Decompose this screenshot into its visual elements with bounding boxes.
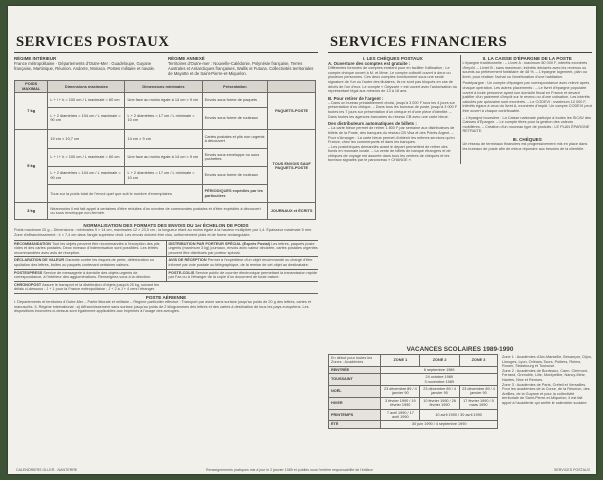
vac-title: VACANCES SCOLAIRES 1989-1990 xyxy=(406,346,514,353)
cell: L + 2 diamètres = 104 cm / L maximale = 90 cm xyxy=(48,107,125,130)
cell: Envois sous enveloppe ou sous pochettes xyxy=(202,148,268,166)
avis-title: AVIS DE RÉCEPTION xyxy=(168,258,207,263)
services-postaux-column xyxy=(12,6,320,474)
vac-cell: 23 décembre 89 / 4 janvier 90 xyxy=(420,386,460,398)
regime-interieur-text: France métropolitaine · Départements d'Outre-Mer : Guadeloupe, Guyane française, Martinique, Réunion. Andorre, Monaco. Postes militaire et navale. xyxy=(14,61,156,72)
chrono-title: CHRONOPOST xyxy=(14,282,42,287)
decl-title: DÉCLARATION DE VALEUR xyxy=(14,258,65,263)
tag-tous-envois: TOUS ENVOIS SAUF PAQUETS-POSTE xyxy=(268,130,316,203)
ccp-c-text2: – Les postchèques demandés avant le départ permettent de retirer des fonds en monnaie locale. – La vente de billets de banque étrangers et de chèques de voyage est assurée dans tous les centres de chèques et les bureaux signalés par le panonceau « CHANGE ». xyxy=(328,144,451,163)
note-total: Tous sur la poids total de l'envoi quel que soit le nombre d'exemplaires xyxy=(48,185,202,203)
ce-text: L'épargne traditionnelle : – Livret A : maximum 80 000 F, intérêts exonérés d'impôt. – Livret B : sans maximum, intérêts déclarés avec les revenus ou soumis au prélèvement forfaitaire de 48 %. – L'épargne logement, plan ou livret, pour réaliser l'achat ou l'amélioration d'une habitation. xyxy=(462,61,588,79)
vac-body xyxy=(326,354,594,429)
weight-3kg: 3 kg xyxy=(15,203,48,220)
vacances-scolaires xyxy=(326,346,594,429)
tariff-row xyxy=(15,203,316,220)
vac-row xyxy=(329,386,498,398)
divider xyxy=(328,52,592,53)
vac-row-label: TOUSSAINT xyxy=(329,374,381,386)
recommandation xyxy=(12,241,166,257)
vac-cell xyxy=(381,374,498,386)
vac-cell: 30 juin 1990 / 4 septembre 1990 xyxy=(381,421,498,428)
vac-cell: 7 avril 1990 / 17 avril 1990 xyxy=(381,409,420,421)
vac-cell: 23 décembre 89 / 4 janvier 90 xyxy=(459,386,497,398)
header-dim-min: Dimensions minimales xyxy=(125,81,202,93)
vac-col-zone1: ZONE 1 xyxy=(381,355,420,367)
decl-text: Garantie contre les risques de perte, détérioration ou spoliation des lettres, boîtes ou paquets contenant certaines valeurs. xyxy=(14,258,154,268)
postexpress xyxy=(12,270,166,281)
cell: L + 2 diamètres = 17 cm / L minimale = 10 cm xyxy=(125,107,202,130)
ccp-c-text: – La carte bleue permet de retirer 1 800 F par semaine aux distributeurs de billets de la Poste, des banques du réseau CB Visa et des Points Argent. – Pour s'Arranger : La carte bleue permet d'obtenir les mêmes services qu'en France, chez les commerçants et dans les banques. xyxy=(328,126,455,145)
vac-row-label: PRINTEMPS xyxy=(329,409,381,421)
vac-table xyxy=(328,354,498,429)
vac-row-label: HIVER xyxy=(329,397,381,409)
cell: Envois sous forme de rouleaux xyxy=(202,166,268,184)
vac-header-row xyxy=(329,355,498,367)
vac-row-label: NOËL xyxy=(329,386,381,398)
aerien-text: I. Départements et territoires d'Outre-Mer – Partie littorale et militaire – Régime particulier effectué : Transport par avion sans surtaxe jusqu'au poids de 20 g des lettres, cartes et manuscrits. II. Régime international : a) Affranchissement sans surtaxe jusqu'au poids de 2 kilogrammes des lettres et des cartes à destination de tous les pays européens. Les dispositions énoncées ci-dessus sont également applicables aux imprimés à l'usage des aveugles. xyxy=(14,300,312,314)
avis-text: Permet à l'expéditeur d'un objet recommandé ou chargé d'être informé par voie postale ou télégraphique, de la remise de cet objet au destinataire. xyxy=(168,258,313,268)
cell: Cartes postales et plis non urgents à découvert xyxy=(202,130,268,148)
financiers-title: SERVICES FINANCIERS xyxy=(330,34,508,50)
tariff-header-row xyxy=(15,81,316,93)
financiers-body xyxy=(326,55,594,164)
cell: Envois sous forme de rouleaux xyxy=(202,107,268,130)
vac-end: 3 novembre 1989 xyxy=(424,379,455,384)
cheques-title: III. CHÈQUES xyxy=(512,137,542,142)
note-periodiques: PÉRIODIQUES expédiés par les particuliers xyxy=(202,185,268,203)
cell: L + 2 diamètres = 104 cm / L maximale = 90 cm xyxy=(48,166,125,184)
vac-note: En début pour toutes les Zones : Académies xyxy=(329,355,381,367)
tariff-row xyxy=(15,130,316,148)
header-presentation: Présentation xyxy=(202,81,268,93)
header-poids: POIDS MAXIMAL xyxy=(15,81,48,93)
footer-note: Renseignements pratiques mis à jour le 2 janvier 1989 et publiés sous l'entière responsabilité de l'éditeur xyxy=(206,467,373,472)
footer-right: SERVICES POSTAUX xyxy=(553,467,590,472)
regime-interieur xyxy=(12,55,166,77)
ccp-b-title: B. Pour retirer de l'argent : xyxy=(328,95,384,101)
postcolis-title: POSTE-COLIS xyxy=(168,270,195,275)
regimes xyxy=(12,55,320,77)
footer-left: CALENDRIERS OLLER - NANTERRE xyxy=(16,467,78,472)
normalisation xyxy=(12,220,320,237)
vac-zone3: Zone 3 : Académies de Paris, Créteil et Versailles. xyxy=(502,382,587,387)
declaration-valeur xyxy=(12,257,166,268)
tariff-row xyxy=(15,93,316,107)
chronopost xyxy=(12,282,166,293)
vac-row-label: RENTRÉE xyxy=(329,366,381,373)
prest-title: POSTEXPRESS xyxy=(14,270,43,275)
norm-title: NORMALISATION DES FORMATS DES ENVOIS DU 1er ÉCHELON DE POIDS xyxy=(83,223,249,229)
postaux-title: SERVICES POSTAUX xyxy=(16,34,170,50)
ccp-c-title: Des distributeurs automatiques de billets : xyxy=(328,121,417,127)
vac-col-zone2: ZONE 2 xyxy=(420,355,460,367)
poste-aerienne xyxy=(12,294,320,315)
ce-text2: Postépargne : Un compte d'épargne par correspondance avec relevé après chaque opération. Les autres placements : – Le livret d'épargne populaire ouvert à toute personne ayant son domicile fiscal en France et devant justifier d'un paiement d'impôt sur le revenu ou d'une cotisation. Les intérêts calculés par quinzaine sont exonérés. – Le CODEVI : maximum 10 000 F, intérêts égaux à ceux du livret A, exonérés d'impôt. Un compte CODEVI peut être ouvert à chaque contribuable. xyxy=(462,81,592,114)
cheques-text: Un réseau de terminaux financiers est progressivement mis en place dans les bureaux de poste afin de mieux répondre aux besoins de la clientèle. xyxy=(462,142,588,151)
weight-7kg: 7 kg xyxy=(15,93,48,130)
distribution-porteur xyxy=(166,241,321,257)
cell: L + 2 diamètres = 17 cm / L minimale = 10 cm xyxy=(125,166,202,184)
regime-annexe-text: Territoires d'Outre-mer : Nouvelle-Calédonie, Polynésie française, Terres Australes et Antarctiques françaises, Wallis et Futuna. Collectivités territoriales de Mayotte et de Saint-Pierre-et-Miquelon. xyxy=(168,61,314,77)
header-blank xyxy=(268,81,316,93)
cell: L + l + h = 100 cm / L maximale = 60 cm xyxy=(48,148,125,166)
cell: Envois sous forme de paquets xyxy=(202,93,268,107)
reco-text: Tout les objets peuvent être recommandés à l'exception des plis vides et des cartes postales. Deux niveaux d'indemnisation sont possibles. Les lettres recommandées avec avis de réception. xyxy=(14,241,160,255)
cell: Une face au moins égale à 14 cm × 9 cm xyxy=(125,148,202,166)
services-row-3 xyxy=(12,270,320,281)
vac-cell: 23 décembre 89 / 4 janvier 90 xyxy=(381,386,420,398)
ce-title: II. LA CAISSE D'ÉPARGNE DE LA POSTE xyxy=(482,56,572,61)
note-3kg: Néanmoins il est fait appel à certaines d'être réduites d'un nombre de commandes postales et d'être expédiés à découvert ou sous enveloppe non-fermée. xyxy=(48,203,268,220)
vac-row xyxy=(329,409,498,421)
regime-interieur-title: RÉGIME INTÉRIEUR xyxy=(14,56,57,61)
ce-text3: – L'épargne boursière : La Caisse nationale participe à toutes les SICAV des Caisses d'Épargne. – Le compte titres pour la gestion des valeurs mobilières. – Création d'un nouveau type de produits : LE PLAN ÉPARGNE RETRAITE. xyxy=(462,115,592,134)
cell: L + l + h = 100 cm / L maximale = 60 cm xyxy=(48,93,125,107)
tariff-table xyxy=(14,80,316,220)
ccp-a-title: A. Ouverture des comptes est gratuite : xyxy=(328,61,411,67)
vac-cell: 6 septembre 1989 xyxy=(381,366,498,373)
tag-journaux: JOURNAUX et ÉCRITS xyxy=(268,203,316,220)
vac-row-label: ÉTÉ xyxy=(329,421,381,428)
tag-paquets-poste: PAQUETS-POSTE xyxy=(268,93,316,130)
vac-cell: 10 février 1990 / 26 février 1990 xyxy=(420,397,460,409)
vac-cell: 10 avril 1990 / 30 avril 1990 xyxy=(420,409,498,421)
vac-row xyxy=(329,421,498,428)
postcolis-text: Service public de courrier électronique permettant la transmission rapide par Fax ou à l'étranger de la copie d'un document de toute nature. xyxy=(168,270,318,280)
chrono-text: Assure le transport et la distribution d'objets jusqu'à 25 kg, suivant les délais ci-dessous : J + 1 pour la France métropolitaine ; J + 2 à J + 4 vers l'étranger. xyxy=(14,282,159,292)
header-dim-max: Dimensions maximales xyxy=(48,81,125,93)
pp-title: DISTRIBUTION PAR PORTEUR SPÉCIAL (Exprès Postal) xyxy=(168,241,271,246)
ccp-title: I. LES CHÈQUES POSTAUX xyxy=(362,56,423,61)
weight-5kg: 5 kg xyxy=(15,130,48,203)
cell: 19 cm × 10,7 cm xyxy=(48,130,125,148)
divider xyxy=(14,52,318,53)
vac-zone2: Zone 2 : Académies de Bordeaux, Caen, Clermont-Ferrand, Grenoble, Lille, Montpellier, Nancy-Metz, Nantes, Nice et Rennes. xyxy=(502,368,589,382)
cheques-postaux xyxy=(326,55,460,164)
prest-text: Service de messagerie à domicile des objets urgents de correspondance, à l'intérieur des agglomérations. Renseignez-vous à la direction. xyxy=(14,270,152,280)
services-row-2 xyxy=(12,257,320,268)
vac-row xyxy=(329,397,498,409)
reco-title: RECOMMANDATION xyxy=(14,241,52,246)
aerien-title: POSTE AÉRIENNE xyxy=(145,295,187,300)
vac-extra: Pour les académies de la Corse, de la Réunion, des Antilles, de la Guyane et pour la collectivité territoriale de Saint-Pierre-et-Miquelon, il est fait appel à l'académie qui arrête le calendrier scolaire. xyxy=(502,387,590,405)
norm-text: Poids maximum 20 g – Dimensions : minimales 9 × 14 cm, maximales 12 × 23,5 cm ; la longueur étant au moins égale à la hauteur multipliée par 1,4. Épaisseur maximale 5 mm. Zone d'affranchissement : 4 × 7,4 cm dans l'angle supérieur droit. Les envois doivent être clos, uniformément plats et de forme rectangulaire. xyxy=(14,228,313,238)
poste-colis xyxy=(166,270,321,281)
caisse-epargne xyxy=(460,55,595,164)
info-sheet xyxy=(8,6,596,474)
regime-annexe xyxy=(166,55,320,77)
services-row-1 xyxy=(12,241,320,257)
vac-start: 24 octobre 1989 xyxy=(425,375,453,380)
ccp-b-text: – Dans un bureau préalablement choisi, jusqu'à 3 000 F tous les 4 jours sur présentation d'un chèque. – Dans tous les bureaux de poste, jusqu'à 3 000 F toutes les 7 jours sur présentation d'un chèque et d'une pièce d'identité. – Dans toutes les agences bancaires du réseau CB avec une carte bleue. xyxy=(328,100,458,119)
avis-reception xyxy=(166,257,321,268)
vac-col-zone3: ZONE 3 xyxy=(459,355,497,367)
vac-cell: 17 février 1990 / 5 mars 1990 xyxy=(459,397,497,409)
vac-row xyxy=(329,374,498,386)
regime-annexe-title: RÉGIME ANNEXÉ xyxy=(168,56,205,61)
cell: Une face au moins égale à 14 cm × 9 cm xyxy=(125,93,202,107)
vac-row xyxy=(329,366,498,373)
pp-text: Les lettres, paquets poste urgents (maximum 3 kg) journaux, envois avec valeur déclarée, cartes postales urgentes peuvent être distribués par porteur spécial. xyxy=(168,241,318,255)
ccp-a-text: Différentes formules de comptes existent pour en faciliter l'utilisation : Le compte chèque ouvert à M. et Mme. Le compte collectif ouvert à deux ou plusieurs personnes. Ces deux comptes fonctionnent sous une seule signature de l'un ou l'autre des titulaires, ils ne sont pas bloqués en cas de décès de l'un d'eux. Le compte « Odyssée » est ouvert avec l'autorisation du représentant légal aux mineurs de 13 à 18 ans. xyxy=(328,66,457,94)
vac-zones xyxy=(498,354,594,429)
cell: 14 cm × 9 cm xyxy=(125,130,202,148)
vac-zone1: Zone 1 : Académies d'Aix-Marseille, Besançon, Dijon, Limoges, Lyon, Orléans-Tours, Poitiers, Reims, Rouen, Strasbourg et Toulouse. xyxy=(502,355,592,369)
vac-cell: 3 février 1990 / 19 février 1990 xyxy=(381,397,420,409)
